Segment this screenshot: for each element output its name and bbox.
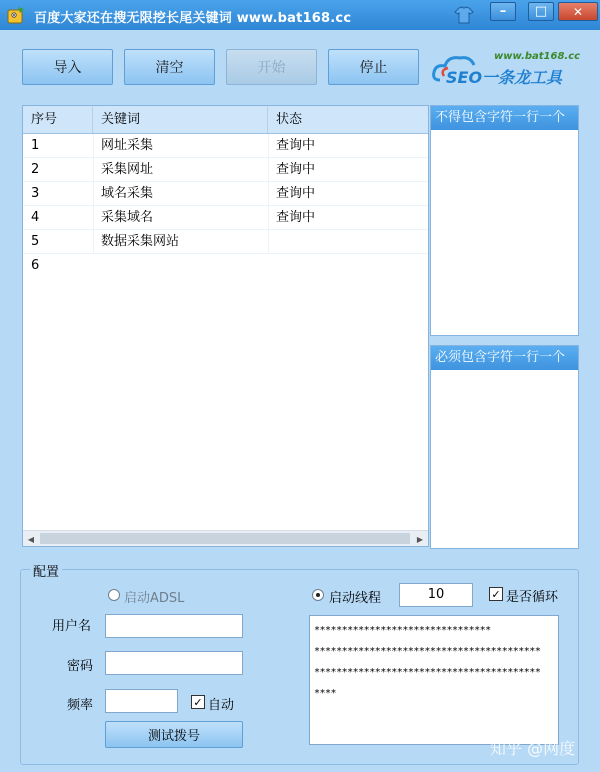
table-row[interactable]: [23, 206, 428, 230]
scroll-right-icon[interactable]: ▶: [416, 534, 424, 544]
log-line: *****************************************: [314, 667, 541, 678]
log-line: ****: [314, 688, 337, 699]
row-status: 查询中: [276, 210, 316, 225]
test-dial-button[interactable]: 测试拨号: [105, 721, 243, 748]
row-status: [268, 230, 276, 254]
frequency-input[interactable]: [105, 689, 178, 713]
maximize-button[interactable]: [528, 2, 554, 21]
checkmark-icon: ✓: [193, 695, 203, 709]
stop-button[interactable]: 停止: [328, 49, 419, 85]
row-status: 查询中: [276, 138, 316, 153]
table-row-new[interactable]: [23, 254, 428, 278]
close-button[interactable]: [558, 2, 598, 21]
auto-checkbox[interactable]: [191, 695, 205, 709]
table-header: [23, 106, 428, 134]
row-index: 5: [31, 234, 40, 249]
start-button[interactable]: 开始: [226, 49, 317, 85]
adsl-label[interactable]: 启动ADSL: [124, 591, 185, 606]
exclude-chars-panel[interactable]: [430, 105, 579, 336]
frequency-label: 频率: [67, 698, 94, 713]
row-status: 查询中: [276, 186, 316, 201]
row-index: 3: [31, 186, 40, 201]
password-label: 密码: [67, 659, 94, 674]
column-header-index[interactable]: 序号: [23, 106, 93, 133]
thread-label[interactable]: 启动线程: [329, 591, 382, 606]
table-row[interactable]: [23, 230, 428, 254]
thread-count-input[interactable]: 10: [399, 583, 473, 607]
row-index: 4: [31, 210, 40, 225]
logo-brand: SEO一条龙工具: [446, 68, 563, 87]
column-header-keyword[interactable]: 关键词: [93, 106, 268, 133]
minimize-icon: –: [499, 4, 507, 19]
table-row[interactable]: [23, 158, 428, 182]
row-keyword: 网址采集: [101, 138, 154, 153]
include-chars-panel[interactable]: [430, 345, 579, 549]
title-bar[interactable]: [0, 0, 600, 30]
include-chars-title: 必须包含字符一行一个: [431, 346, 578, 370]
skin-shirt-icon[interactable]: [453, 5, 475, 25]
watermark: 知乎 @网度: [490, 739, 576, 758]
loop-label[interactable]: 是否循环: [506, 590, 559, 605]
exclude-chars-title: 不得包含字符一行一个: [431, 106, 578, 130]
row-status: 查询中: [276, 162, 316, 177]
column-header-status[interactable]: 状态: [276, 112, 303, 127]
horizontal-scrollbar[interactable]: [23, 530, 428, 546]
seo-logo: [430, 48, 585, 92]
username-input[interactable]: [105, 614, 243, 638]
scroll-left-icon[interactable]: ◀: [27, 534, 35, 544]
app-icon: [6, 5, 26, 25]
password-input[interactable]: [105, 651, 243, 675]
log-line: ********************************: [314, 625, 491, 636]
window-title: 百度大家还在搜无限挖长尾关键词 www.bat168.cc: [34, 11, 352, 26]
loop-checkbox[interactable]: [489, 587, 503, 601]
config-group-label: 配置: [30, 561, 62, 580]
adsl-radio[interactable]: [108, 589, 120, 601]
row-keyword: 数据采集网站: [101, 234, 180, 249]
table-row[interactable]: [23, 182, 428, 206]
auto-label[interactable]: 自动: [208, 698, 235, 713]
scroll-thumb[interactable]: [40, 533, 410, 544]
row-index: 1: [31, 138, 40, 153]
keyword-table[interactable]: [22, 105, 429, 547]
log-output[interactable]: [309, 615, 559, 745]
username-label: 用户名: [52, 619, 92, 634]
log-line: *****************************************: [314, 646, 541, 657]
checkmark-icon: ✓: [491, 587, 501, 601]
row-keyword: 采集域名: [101, 210, 154, 225]
minimize-button[interactable]: [490, 2, 516, 21]
row-index: 2: [31, 162, 40, 177]
row-keyword: 采集网址: [101, 162, 154, 177]
row-index: 6: [31, 258, 40, 273]
import-button[interactable]: 导入: [22, 49, 113, 85]
table-row[interactable]: [23, 134, 428, 158]
maximize-icon: □: [534, 4, 548, 19]
row-keyword: 域名采集: [101, 186, 154, 201]
close-icon: ✕: [572, 4, 584, 19]
clear-button[interactable]: 清空: [124, 49, 215, 85]
thread-radio[interactable]: [312, 589, 324, 601]
logo-url: www.bat168.cc: [494, 51, 581, 62]
